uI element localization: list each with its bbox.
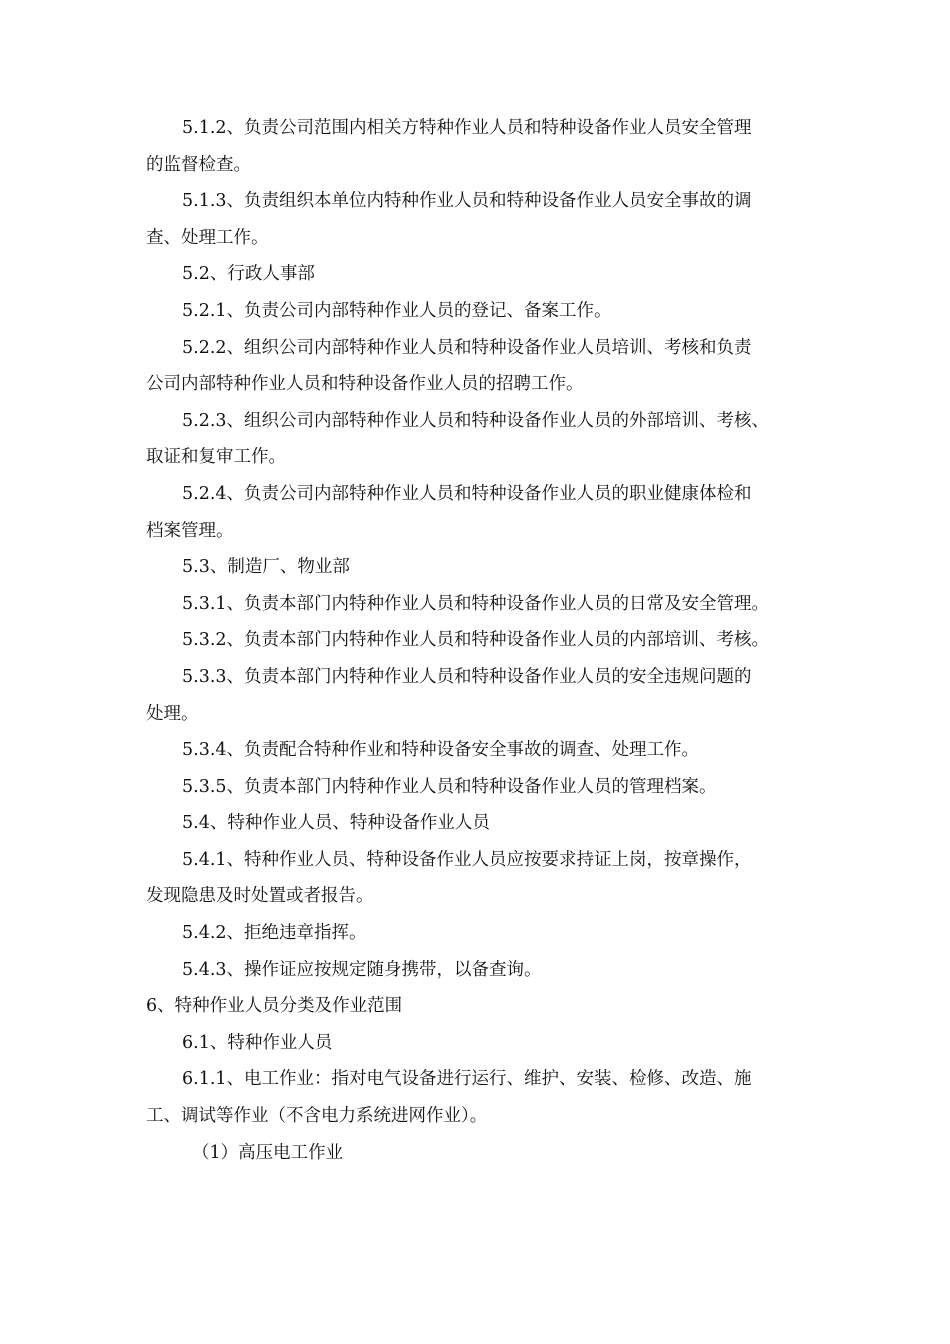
section-heading: 6.1、特种作业人员 (182, 1032, 333, 1053)
paragraph-line: 5.3.5、负责本部门内特种作业人员和特种设备作业人员的管理档案。 (182, 776, 717, 797)
paragraph-line: 档案管理。 (146, 520, 234, 541)
paragraph-line: 5.3.4、负责配合特种作业和特种设备安全事故的调查、处理工作。 (182, 740, 700, 761)
paragraph-line: 5.4.3、操作证应按规定随身携带，以备查询。 (182, 959, 542, 980)
paragraph-line: 5.2.1、负责公司内部特种作业人员的登记、备案工作。 (182, 300, 612, 321)
paragraph-line: 5.2.3、组织公司内部特种作业人员和特种设备作业人员的外部培训、考核、 (182, 410, 770, 431)
paragraph-line: 发现隐患及时处置或者报告。 (146, 886, 374, 907)
paragraph-line: 5.2.4、负责公司内部特种作业人员和特种设备作业人员的职业健康体检和 (182, 483, 752, 504)
paragraph-line: 5.1.3、负责组织本单位内特种作业人员和特种设备作业人员安全事故的调 (182, 191, 752, 212)
paragraph-line: 5.2.2、组织公司内部特种作业人员和特种设备作业人员培训、考核和负责 (182, 337, 752, 358)
paragraph-line: 的监督检查。 (146, 154, 251, 175)
paragraph-line: 处理。 (146, 703, 199, 724)
list-item-heading: （1）高压电工作业 (192, 1142, 344, 1163)
paragraph-line: 工、调试等作业（不含电力系统进网作业）。 (146, 1106, 488, 1127)
paragraph-line: 公司内部特种作业人员和特种设备作业人员的招聘工作。 (146, 374, 584, 395)
paragraph-line: 5.3.2、负责本部门内特种作业人员和特种设备作业人员的内部培训、考核。 (182, 630, 770, 651)
paragraph-line: 6.1.1、电工作业：指对电气设备进行运行、维护、安装、检修、改造、施 (182, 1069, 752, 1090)
document-body (146, 110, 812, 1171)
paragraph-line: 5.3.1、负责本部门内特种作业人员和特种设备作业人员的日常及安全管理。 (182, 593, 770, 614)
chapter-heading: 6、特种作业人员分类及作业范围 (146, 996, 403, 1017)
paragraph-line: 取证和复审工作。 (146, 447, 286, 468)
section-heading: 5.3、制造厂、物业部 (182, 557, 350, 578)
paragraph-line: 5.1.2、负责公司范围内相关方特种作业人员和特种设备作业人员安全管理 (182, 118, 752, 138)
section-heading: 5.2、行政人事部 (182, 264, 315, 285)
paragraph-line: 查、处理工作。 (146, 227, 269, 248)
paragraph-line: 5.3.3、负责本部门内特种作业人员和特种设备作业人员的安全违规问题的 (182, 666, 752, 687)
paragraph-line: 5.4.2、拒绝违章指挥。 (182, 923, 367, 944)
paragraph-line: 5.4.1、特种作业人员、特种设备作业人员应按要求持证上岗，按章操作， (182, 849, 752, 870)
section-heading: 5.4、特种作业人员、特种设备作业人员 (182, 813, 490, 834)
